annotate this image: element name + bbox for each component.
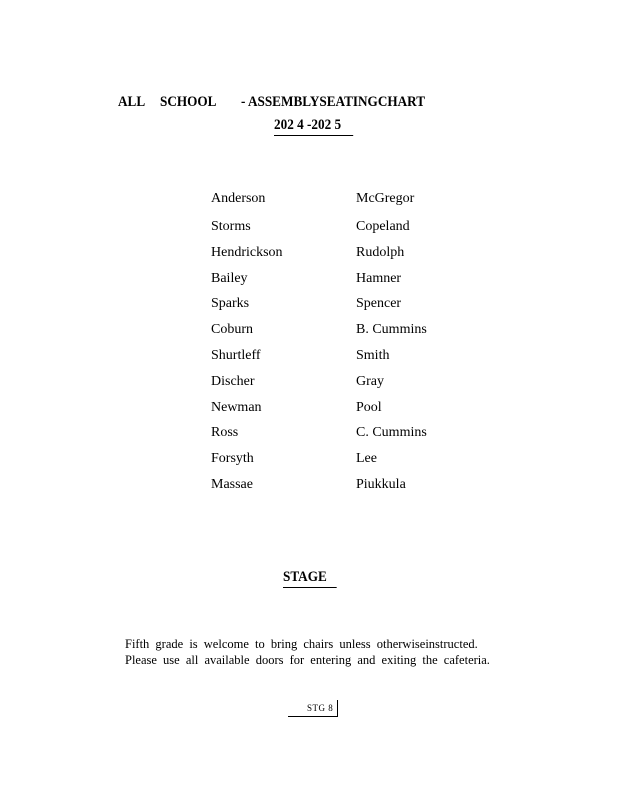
seating-row bbox=[211, 296, 471, 322]
seating-row bbox=[211, 271, 471, 297]
seating-row bbox=[211, 322, 471, 348]
seating-row bbox=[211, 219, 471, 245]
seat-name-left: Storms bbox=[211, 219, 251, 234]
seating-list bbox=[211, 191, 471, 503]
seat-name-right: Smith bbox=[356, 347, 390, 363]
seat-name-left: Anderson bbox=[211, 191, 266, 206]
note-line-1: Fifth grade is welcome to bring chairs unless otherwiseinstructed. bbox=[125, 637, 478, 651]
seating-row bbox=[211, 477, 471, 503]
title-school: SCHOOL bbox=[160, 94, 217, 110]
seat-name-left: Coburn bbox=[211, 322, 253, 338]
seat-name-left: Shurtleff bbox=[211, 347, 261, 363]
seat-name-right: Piukkula bbox=[356, 476, 406, 492]
seat-name-left: Discher bbox=[211, 373, 255, 389]
seat-name-right: Rudolph bbox=[356, 244, 405, 260]
seat-name-left: Massae bbox=[211, 476, 253, 492]
seat-name-right: McGregor bbox=[356, 191, 415, 206]
seat-name-left: Sparks bbox=[211, 296, 250, 312]
seating-row bbox=[211, 374, 471, 400]
seat-name-right: Copeland bbox=[356, 219, 410, 234]
seat-name-right: Gray bbox=[356, 373, 384, 389]
seat-name-left: Hendrickson bbox=[211, 244, 283, 260]
seat-name-right: B. Cummins bbox=[356, 322, 427, 338]
title-assembly-seating-chart: - ASSEMBLYSEATINGCHART bbox=[241, 94, 426, 110]
page-mark: STG 8 bbox=[307, 703, 334, 713]
seat-name-right: Hamner bbox=[356, 270, 402, 286]
seat-name-right: Spencer bbox=[356, 296, 402, 312]
note-line-2: Please use all available doors for entering and exiting the cafeteria. bbox=[125, 653, 490, 667]
stage-label: STAGE bbox=[283, 569, 337, 588]
seating-row bbox=[211, 348, 471, 374]
seating-row bbox=[211, 191, 471, 219]
seat-name-right: Pool bbox=[356, 399, 382, 415]
seating-row bbox=[211, 245, 471, 271]
seating-row bbox=[211, 425, 471, 451]
seat-name-right: C. Cummins bbox=[356, 425, 427, 441]
title-all: ALL bbox=[118, 94, 146, 110]
seat-name-left: Newman bbox=[211, 399, 262, 415]
seat-name-left: Bailey bbox=[211, 270, 248, 286]
seat-name-left: Ross bbox=[211, 425, 239, 441]
school-year: 202 4 -202 5 bbox=[274, 117, 353, 136]
seat-name-left: Forsyth bbox=[211, 451, 254, 467]
seating-row bbox=[211, 451, 471, 477]
seat-name-right: Lee bbox=[356, 451, 377, 467]
seating-row bbox=[211, 400, 471, 426]
